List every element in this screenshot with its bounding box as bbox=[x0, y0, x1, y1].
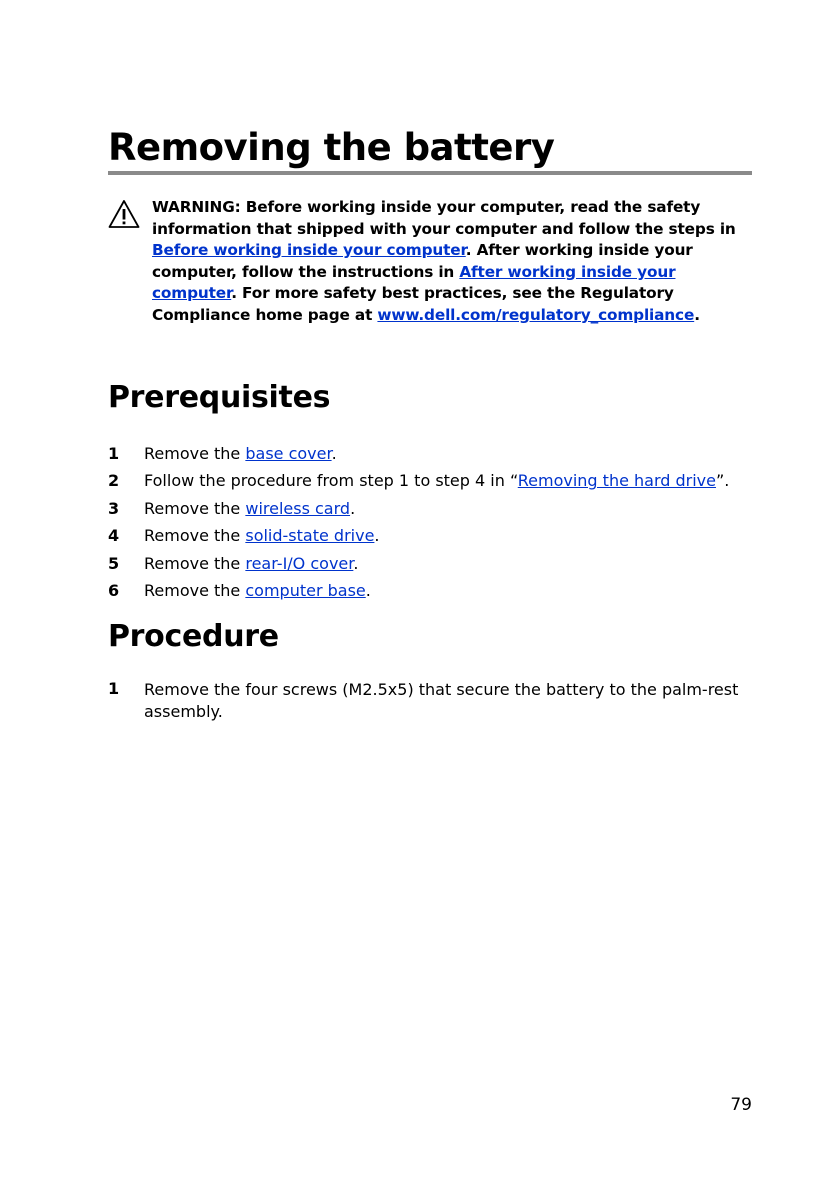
step-text: . bbox=[374, 526, 380, 546]
step-text: Follow the procedure from step 1 to step 4 in “ bbox=[144, 471, 518, 491]
link-before-working[interactable]: Before working inside your computer bbox=[152, 241, 466, 260]
warning-text-part: WARNING: Before working inside your computer, read the safety information that shipped with your computer and follow the steps in bbox=[152, 198, 736, 238]
link-solid-state-drive[interactable]: solid-state drive bbox=[245, 526, 375, 546]
list-item bbox=[108, 522, 748, 549]
step-text: Remove the four screws (M2.5x5) that secure the battery to the palm-rest assembly. bbox=[144, 680, 739, 721]
link-removing-hard-drive[interactable]: Removing the hard drive bbox=[517, 471, 716, 491]
procedure-list bbox=[108, 678, 748, 723]
link-regulatory-compliance[interactable]: www.dell.com/regulatory_compliance bbox=[377, 305, 695, 324]
page-number: 79 bbox=[730, 1095, 752, 1115]
title-underline-rule bbox=[108, 171, 752, 175]
link-base-cover[interactable]: base cover bbox=[245, 444, 332, 463]
prerequisites-heading: Prerequisites bbox=[108, 380, 331, 415]
prerequisites-list bbox=[108, 440, 748, 604]
step-text: . bbox=[353, 553, 359, 573]
step-text: . bbox=[331, 444, 337, 463]
list-item bbox=[108, 467, 748, 494]
step-text: ”. bbox=[715, 471, 730, 491]
step-number: 1 bbox=[108, 444, 120, 463]
list-item bbox=[108, 678, 748, 723]
step-number: 5 bbox=[108, 553, 120, 573]
step-text: Remove the bbox=[144, 553, 246, 573]
step-number: 6 bbox=[108, 581, 120, 601]
procedure-heading: Procedure bbox=[108, 619, 279, 654]
warning-text-part: . bbox=[694, 305, 700, 324]
step-number: 2 bbox=[108, 471, 120, 491]
warning-text-part: . After working inside your computer, follow the instructions in bbox=[152, 241, 693, 281]
step-number: 3 bbox=[108, 498, 120, 518]
step-number: 1 bbox=[108, 679, 120, 698]
warning-text-part: . For more safety best practices, see the Regulatory Compliance home page at bbox=[152, 284, 674, 324]
step-text: Remove the bbox=[144, 526, 246, 546]
step-number: 4 bbox=[108, 526, 120, 546]
step-text: . bbox=[365, 581, 371, 601]
step-text: Remove the bbox=[144, 498, 246, 518]
link-computer-base[interactable]: computer base bbox=[245, 581, 366, 601]
step-text: Remove the bbox=[144, 444, 246, 463]
warning-triangle-icon bbox=[108, 199, 140, 229]
link-wireless-card[interactable]: wireless card bbox=[245, 498, 351, 518]
warning-text bbox=[152, 197, 756, 327]
step-text: Remove the bbox=[144, 581, 246, 601]
step-text: . bbox=[350, 498, 356, 518]
list-item bbox=[108, 495, 748, 522]
list-item bbox=[108, 440, 748, 467]
page-title: Removing the battery bbox=[108, 126, 555, 169]
link-after-working[interactable]: After working inside your computer bbox=[152, 262, 676, 303]
link-rear-io-cover[interactable]: rear-I/O cover bbox=[245, 553, 354, 573]
list-item bbox=[108, 577, 748, 604]
list-item bbox=[108, 550, 748, 577]
